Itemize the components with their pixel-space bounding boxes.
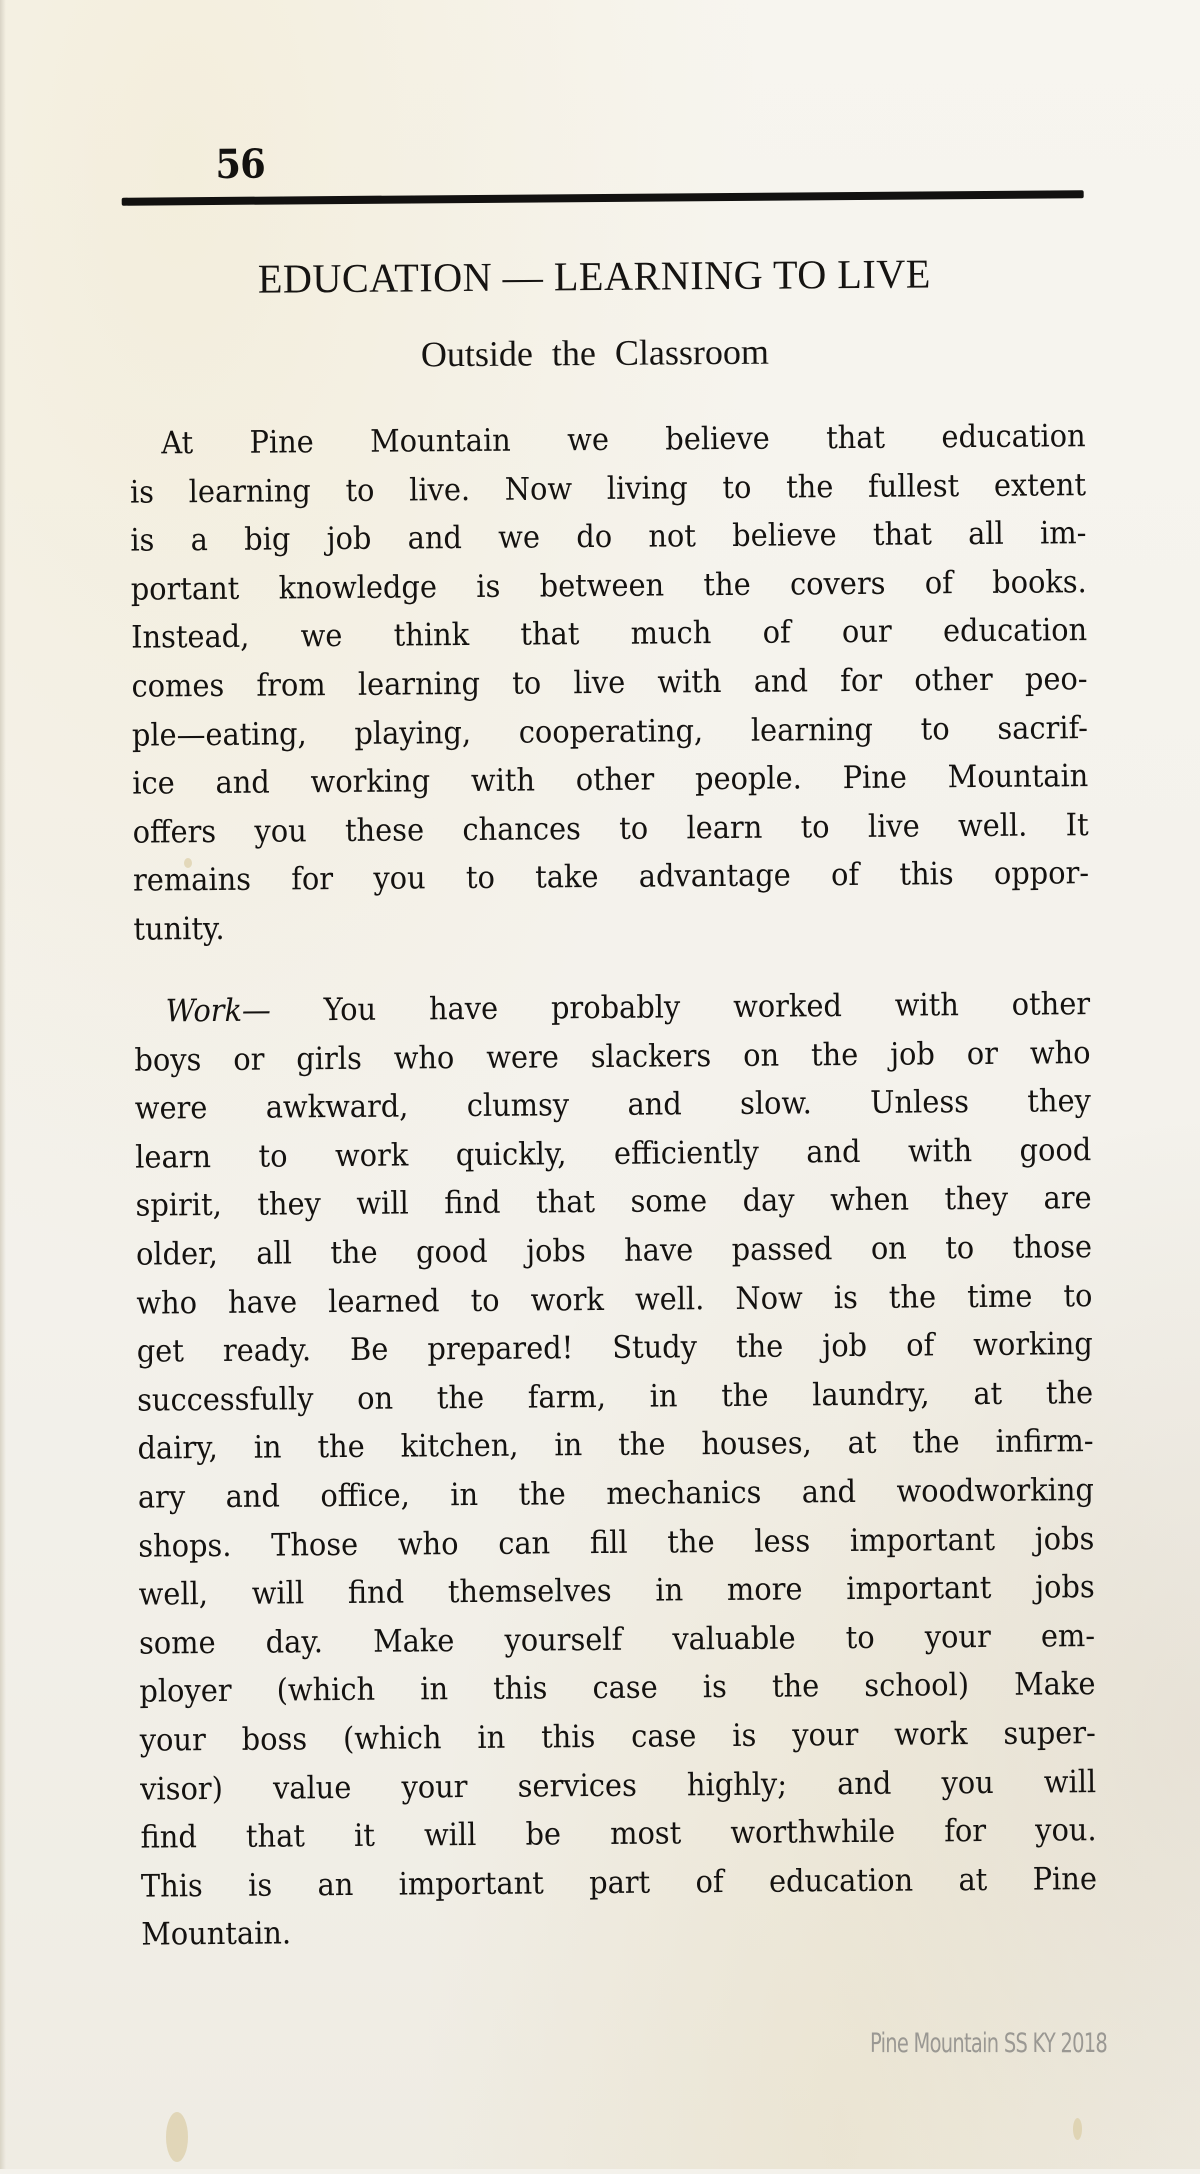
run-in-heading-work: Work—: [165, 992, 271, 1030]
watermark: Pine Mountain SS KY 2018: [870, 2028, 1108, 2059]
text-line: remains for you to take advantage of this oppor-: [132, 855, 1090, 900]
text-line: get ready. Be prepared! Study the job of working: [136, 1326, 1093, 1370]
text-line: older, all the good jobs have passed on to those: [135, 1229, 1093, 1273]
text-line: visor) value your services highly; and you will: [140, 1763, 1097, 1808]
text-line: is a big job and we do not believe that all im-: [130, 515, 1087, 559]
text-line: comes from learning to live with and for other peo-: [131, 661, 1088, 705]
text-line: tunity.: [133, 910, 225, 948]
text-line-rest: You have probably worked with other: [270, 986, 1091, 1029]
header-rule: [122, 190, 1084, 206]
paragraph-work: [134, 980, 1098, 1959]
text-line: learn to work quickly, efficiently and with good: [135, 1131, 1092, 1176]
text-line: This is an important part of education at Pine: [140, 1860, 1098, 1905]
text-line: successfully on the farm, in the laundry, at the: [136, 1374, 1094, 1419]
text-line: ice and working with other people. Pine Mountain: [132, 758, 1089, 802]
text-line: boys or girls who were slackers on the job or who: [134, 1034, 1091, 1079]
text-line-first: [134, 980, 1090, 1036]
text-line: were awkward, clumsy and slow. Unless they: [134, 1083, 1091, 1127]
text-line: ployer (which in this case is the school) Make: [139, 1666, 1096, 1710]
chapter-heading: EDUCATION — LEARNING TO LIVE: [257, 250, 931, 302]
text-line: ple—eating, playing, cooperating, learning to sacrif-: [131, 709, 1089, 754]
text-line: ary and office, in the mechanics and woodworking: [137, 1472, 1095, 1516]
text-line: your boss (which in this case is your work super-: [139, 1715, 1096, 1759]
text-line: Instead, we think that much of our education: [131, 612, 1088, 657]
text-line: find that it will be most worthwhile for you.: [140, 1812, 1097, 1856]
section-subheading: Outside the Classroom: [420, 331, 770, 375]
paragraph-intro: [129, 412, 1089, 954]
text-line: dairy, in the kitchen, in the houses, at the infirm-: [137, 1423, 1094, 1467]
text-line: spirit, they will find that some day when they are: [135, 1180, 1092, 1225]
text-line: well, will find themselves in more important jobs: [138, 1569, 1095, 1613]
text-line: Mountain.: [141, 1915, 292, 1953]
text-line: some day. Make yourself valuable to your em-: [138, 1617, 1096, 1662]
text-line: is learning to live. Now living to the fullest extent: [129, 466, 1087, 511]
text-line: portant knowledge is between the covers of books.: [130, 563, 1087, 608]
text-line: who have learned to work well. Now is the time to: [136, 1277, 1093, 1322]
page-number: 56: [215, 140, 265, 188]
text-line: shops. Those who can fill the less important jobs: [138, 1520, 1095, 1565]
text-line: offers you these chances to learn to live well. It: [132, 806, 1089, 851]
text-line: At Pine Mountain we believe that education: [161, 418, 1086, 462]
